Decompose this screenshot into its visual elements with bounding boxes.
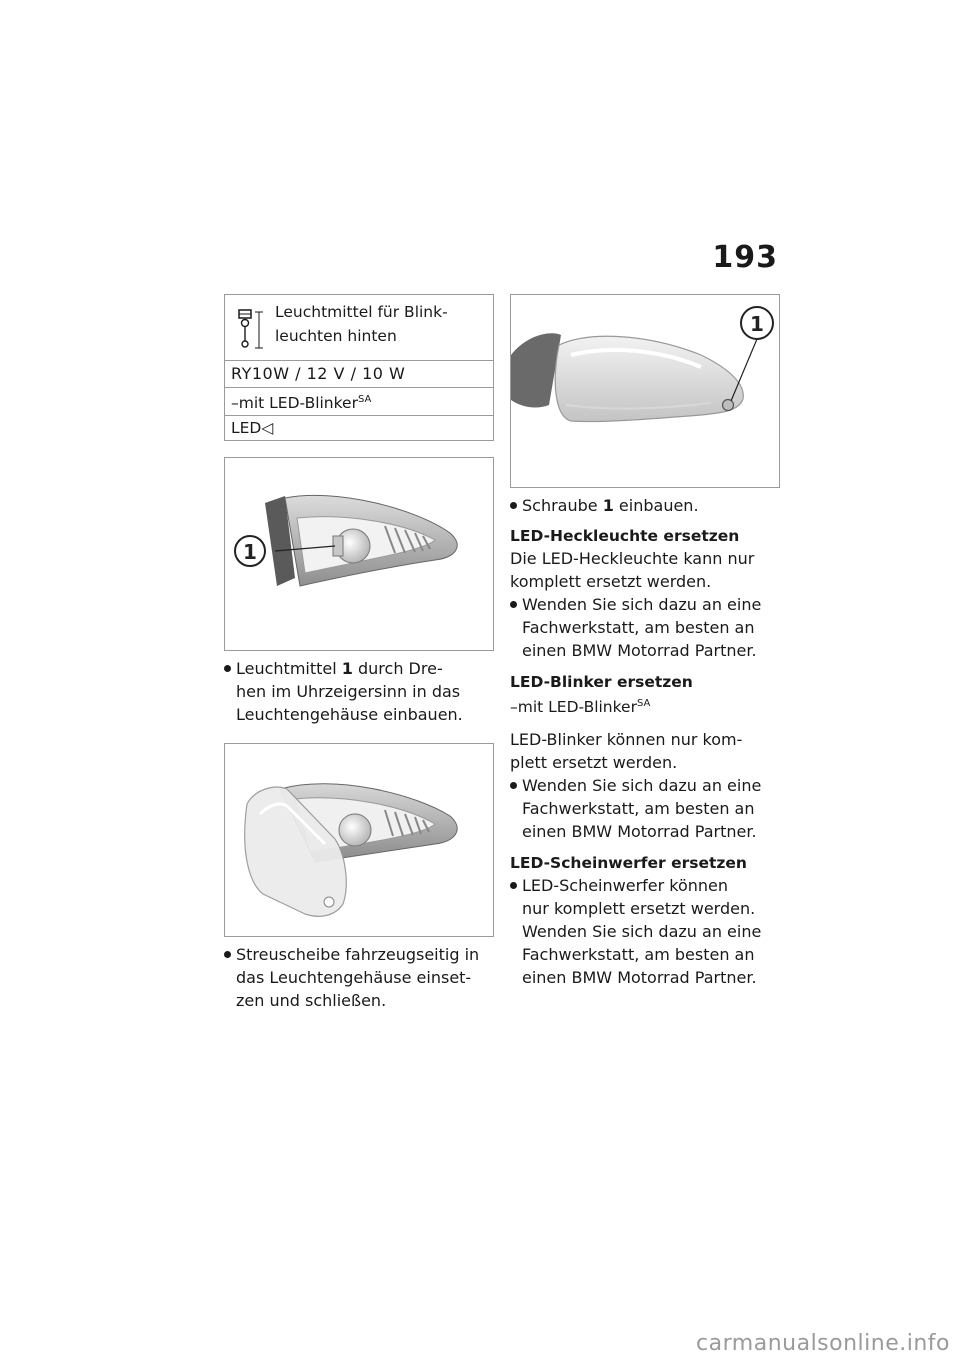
spec-table-title: [275, 300, 448, 348]
led-headlight-bullet-line-2: nur komplett ersetzt werden.: [522, 899, 756, 918]
led-indicator-bullet-line-3: einen BMW Motorrad Partner.: [522, 822, 757, 841]
lens-install-illustration: [225, 744, 493, 936]
figure-3-callout: 1: [750, 312, 764, 336]
step-bulb-insert-line-1: [224, 657, 494, 680]
step-bulb-insert-line-3: Leuchtengehäuse einbauen.: [236, 705, 463, 724]
step-callout-number: 1: [602, 496, 614, 515]
led-tail-light-bullet-line-3: einen BMW Motorrad Partner.: [522, 641, 757, 660]
led-indicator-bullet-line-2: Fachwerkstatt, am besten an: [522, 799, 755, 818]
spec-table-header: [225, 295, 493, 361]
page-number: 193: [712, 240, 778, 275]
watermark: carmanualsonline.info: [696, 1331, 950, 1356]
step-lens-insert: [224, 943, 494, 1012]
step-text: einbauen.: [613, 496, 699, 515]
screw-install-illustration: [511, 295, 779, 487]
figure-1-callout: 1: [243, 540, 257, 564]
heading-led-headlight: LED-Scheinwerfer ersetzen: [510, 854, 747, 872]
led-indicator-text-line-2: plett ersetzt werden.: [510, 753, 678, 772]
step-text: Leuchtmittel: [236, 659, 342, 678]
step-bulb-insert-line-2: hen im Uhrzeigersinn in das: [236, 682, 461, 701]
spec-row-led: LED◁: [231, 419, 274, 437]
heading-led-indicator: LED-Blinker ersetzen: [510, 673, 693, 691]
step-lens-insert-line-1: Streuscheibe fahrzeugseitig in: [224, 943, 494, 966]
left-column: [224, 294, 494, 1012]
spec-row-option: [225, 388, 493, 416]
spec-row-bulb-type: RY10W / 12 V / 10 W: [225, 361, 493, 388]
figure-screw-install: [510, 294, 780, 488]
option-text: –mit LED-Blinker: [510, 698, 637, 716]
figure-bulb-install: [224, 457, 494, 651]
heading-led-tail-light: LED-Heckleuchte ersetzen: [510, 527, 740, 545]
step-screw-install: [510, 494, 780, 517]
led-indicator-option: [510, 693, 780, 718]
led-tail-light-bullet-line-1: Wenden Sie sich dazu an eine: [510, 593, 780, 616]
led-tail-light-bullet-line-2: Fachwerkstatt, am besten an: [522, 618, 755, 637]
bulb-install-illustration: [225, 458, 493, 650]
led-headlight-bullet-line-1: LED-Scheinwerfer können: [510, 874, 780, 897]
led-indicator-bullet-line-1: Wenden Sie sich dazu an eine: [510, 774, 780, 797]
spec-title-line-2: leuchten hinten: [275, 327, 397, 345]
step-callout-number: 1: [341, 659, 353, 678]
led-tail-light-text-line-2: komplett ersetzt werden.: [510, 572, 712, 591]
option-sup: SA: [636, 698, 651, 709]
step-text: Schraube: [522, 496, 603, 515]
right-column: [510, 294, 780, 989]
led-headlight-bullet-line-3: Wenden Sie sich dazu an eine: [522, 922, 762, 941]
step-text: durch Dre-: [352, 659, 443, 678]
led-tail-light-text-line-1: Die LED-Heckleuchte kann nur: [510, 549, 755, 568]
led-headlight-bullet-line-5: einen BMW Motorrad Partner.: [522, 968, 757, 987]
led-headlight-bullet-line-4: Fachwerkstatt, am besten an: [522, 945, 755, 964]
step-lens-insert-line-2: das Leuchtengehäuse einset-: [236, 968, 472, 987]
led-indicator-text-line-1: LED-Blinker können nur kom-: [510, 730, 743, 749]
spec-option-sup: SA: [357, 394, 372, 405]
figure-lens-install: [224, 743, 494, 937]
spec-option-text: –mit LED-Blinker: [231, 394, 358, 412]
bulb-socket-icon: [235, 308, 265, 352]
spec-title-line-1: Leuchtmittel für Blink-: [275, 303, 448, 321]
step-bulb-insert: [224, 657, 494, 726]
spec-table: [224, 294, 494, 441]
step-lens-insert-line-3: zen und schließen.: [236, 991, 387, 1010]
